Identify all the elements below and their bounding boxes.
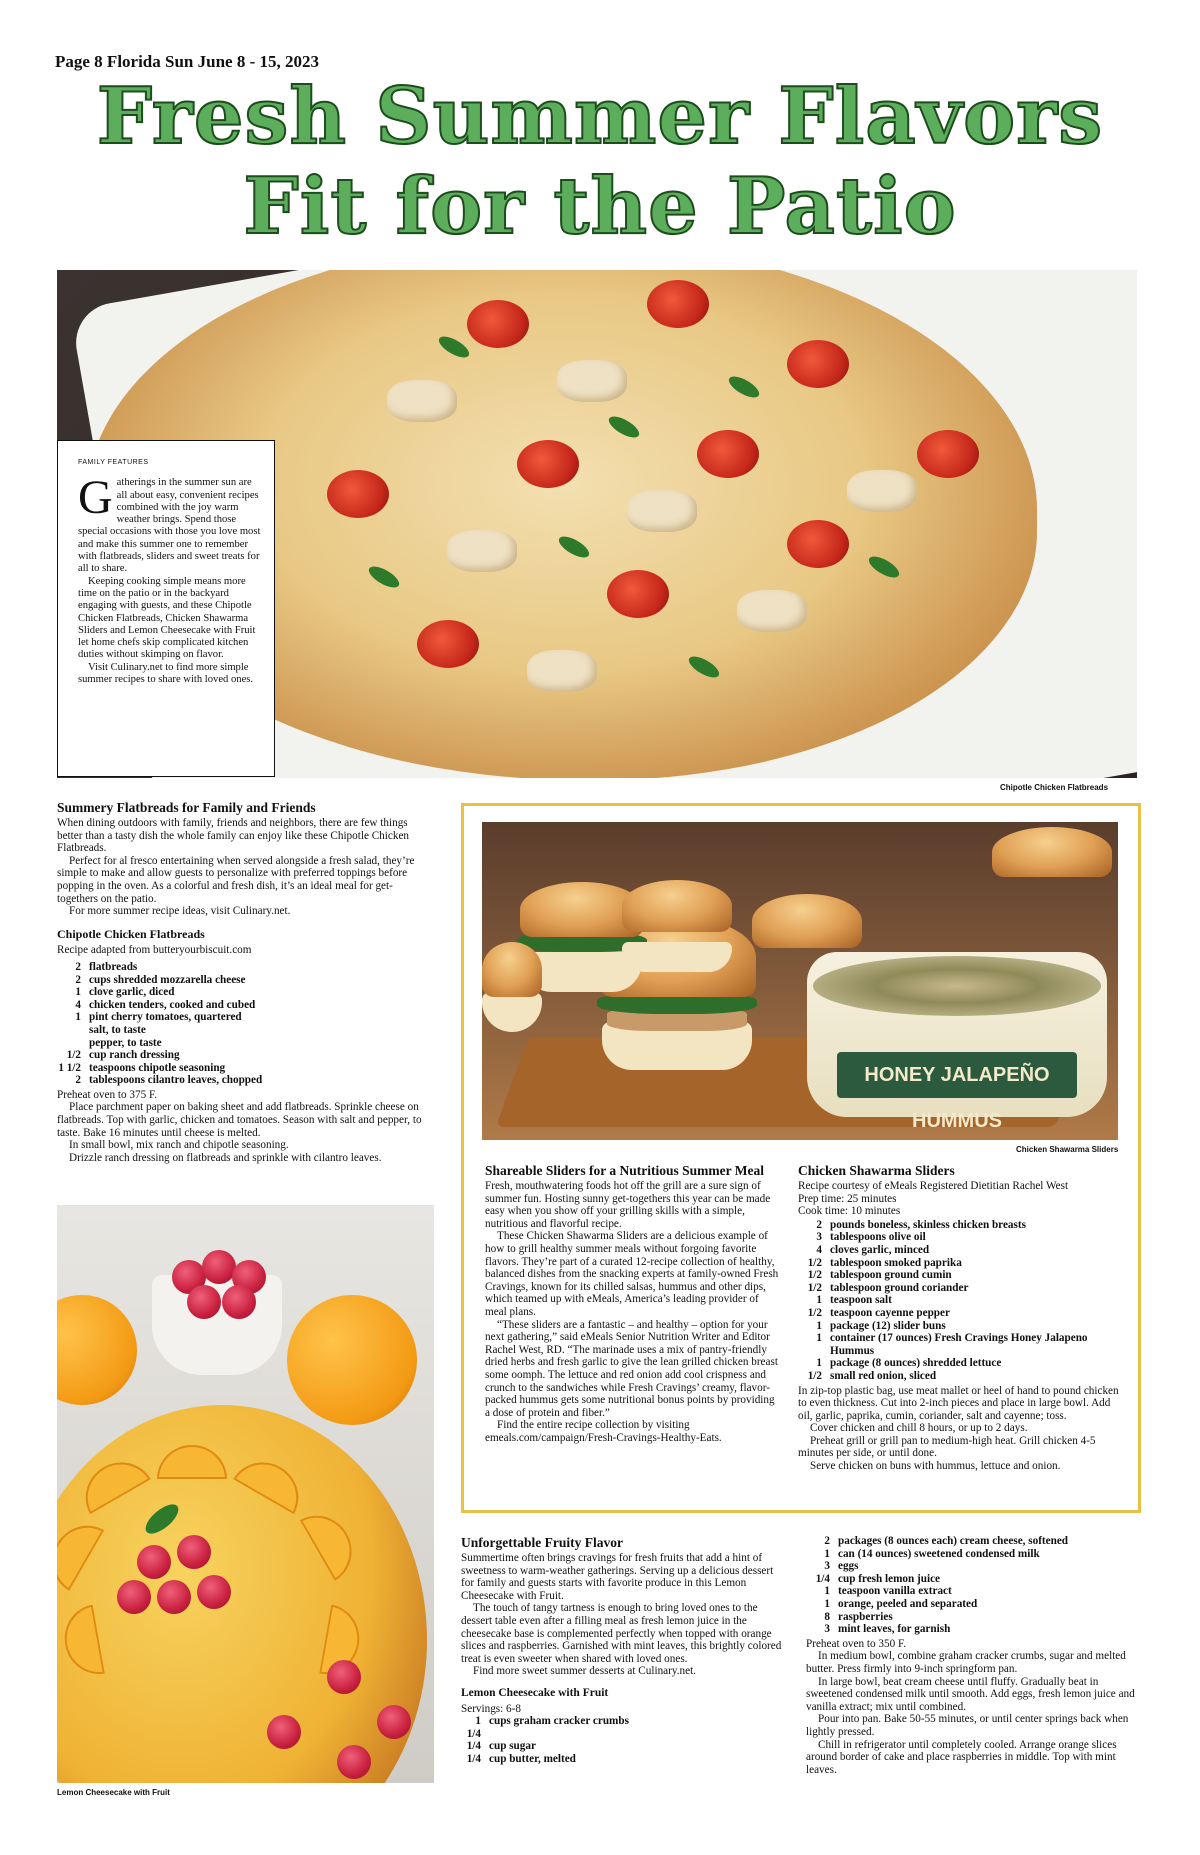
headline-line-1: Fresh Summer Flavors [96,71,1104,162]
ingredient-text: tablespoon ground cumin [830,1269,952,1282]
sliders-p3: “These sliders are a fantastic – and healthy – option for your next gathering,” said eMeals Senior Nutrition Writer and Editor Rachel West, RD. “The marinade uses a mix of pantry-friendly dried herbs and fresh garlic to give the lean grilled chicken breast some oomph. The lettuce and red onion add cool crispness and crunch to the sandwiches while Fresh Cravings’ creamy, flavor-packed hummus gets some nutritional bonus points by providing a dose of protein and fiber.” [485,1318,778,1419]
ingredient-row [798,1332,1122,1357]
ingredient-row [57,1011,429,1024]
ingredient-row [806,1573,1136,1586]
ingredient-quantity: 3 [824,1560,830,1573]
intro-paragraph-3: Visit Culinary.net to find more simple summer recipes to share with loved ones. [78,661,254,686]
shawarma-ingredients [798,1219,1122,1383]
headline-line-2: Fit for the Patio [243,161,957,252]
cheesecake-steps [806,1638,1136,1777]
flatbread-source: Recipe adapted from butteryourbiscuit.com [57,944,252,957]
ingredient-quantity: 1/2 [807,1369,822,1382]
ingredient-quantity: 4 [75,998,81,1011]
ingredient-row [57,1049,429,1062]
ingredient-text: tablespoon smoked paprika [830,1256,962,1269]
ingredient-quantity: 2 [75,960,81,973]
ingredient-quantity: 4 [816,1243,822,1256]
ingredient-row [57,1024,429,1037]
shawarma-source: Recipe courtesy of eMeals Registered Dietitian Rachel West [798,1180,1069,1192]
ingredient-text: cup fresh lemon juice [838,1572,941,1585]
ingredient-text: small red onion, sliced [830,1369,937,1382]
fruity-recipe-title: Lemon Cheesecake with Fruit [461,1686,609,1699]
recipe-step: In large bowl, beat cream cheese until fluffy. Gradually beat in sweetened condensed milk until smooth. Add eggs, fresh lemon juice and vanilla extract; mix until combined. [806,1675,1135,1713]
ingredient-quantity: 1/2 [807,1281,822,1294]
ingredient-text: tablespoons cilantro leaves, chopped [89,1074,263,1087]
recipe-step: In small bowl, mix ranch and chipotle seasoning. [69,1139,289,1152]
ingredient-quantity: 2 [816,1218,822,1231]
ingredient-text: can (14 ounces) sweetened condensed milk [838,1547,1040,1560]
ingredient-quantity: 1 [75,1011,81,1024]
ingredient-row [806,1598,1136,1611]
ingredient-text: teaspoon salt [830,1294,892,1307]
ingredient-text: cup ranch dressing [89,1049,180,1062]
ingredient-quantity: 3 [824,1623,830,1636]
ingredient-quantity: 2 [824,1535,830,1547]
ingredient-row [798,1219,1122,1232]
ingredient-text: cup butter, melted [489,1752,576,1765]
ingredient-text: packages (8 ounces each) cream cheese, softened [838,1535,1069,1547]
ingredient-quantity: 1 [824,1597,830,1610]
cheesecake-caption: Lemon Cheesecake with Fruit [57,1788,170,1797]
ingredient-row [798,1320,1122,1333]
ingredient-quantity: 1/2 [807,1306,822,1319]
ingredient-row [57,1074,429,1087]
ingredient-quantity: 1/4 [466,1740,481,1753]
recipe-step: Drizzle ranch dressing on flatbreads and sprinkle with cilantro leaves. [69,1151,382,1164]
ingredient-row [806,1548,1136,1561]
page-header: Page 8 Florida Sun June 8 - 15, 2023 [55,52,319,71]
fruity-p2: The touch of tangy tartness is enough to bring loved ones to the dessert table even after a filling meal as fresh lemon juice in the cheesecake base is complemented perfectly when topped with orange slices and raspberries. Garnished with mint leaves, this brightly colored treat is even sweeter when shared with loved ones. [461,1602,782,1665]
ingredient-row [798,1357,1122,1370]
ingredient-quantity: 1 [75,986,81,999]
flatbread-caption: Chipotle Chicken Flatbreads [1000,783,1109,792]
flatbread-steps [57,1089,429,1165]
ingredient-text: pounds boneless, skinless chicken breasts [830,1218,1026,1231]
ingredient-row [57,974,429,987]
shawarma-prep: Prep time: 25 minutes [798,1192,897,1205]
flatbread-recipe-title: Chipotle Chicken Flatbreads [57,926,205,941]
ingredient-text: package (8 ounces) shredded lettuce [830,1357,1002,1370]
hummus-label: HONEY JALAPEÑO HUMMUS [837,1052,1077,1098]
ingredient-row [57,1062,429,1075]
ingredient-quantity: 1 1/2 [58,1061,81,1074]
ingredient-row [798,1370,1122,1383]
ingredient-quantity: 8 [824,1610,830,1623]
ingredient-text: pint cherry tomatoes, quartered [89,1011,242,1024]
ingredient-quantity: 2 [75,1074,81,1087]
recipe-step: In medium bowl, combine graham cracker crumbs, sugar and melted butter. Press firmly into 9-inch springform pan. [806,1650,1126,1675]
flatbread-article [57,800,429,1164]
cheesecake-photo [57,1205,434,1783]
flatbread-p2: Perfect for al fresco entertaining when served alongside a fresh salad, they’re simple to make and allow guests to personalize with preferred toppings before popping in the oven. As a colorful and fresh dish, it’s an ideal meal for get-togethers on the patio. [57,854,415,905]
recipe-step: Chill in refrigerator until completely cooled. Arrange orange slices around border of cake and place raspberries in middle. Top with mint leaves. [806,1738,1117,1776]
ingredient-row [57,1037,429,1050]
ingredient-text: raspberries [838,1610,893,1623]
sliders-heading: Shareable Sliders for a Nutritious Summer Meal [485,1163,764,1178]
ingredient-quantity: 3 [816,1231,822,1244]
ingredient-text: package (12) slider buns [830,1319,946,1332]
drop-cap: G [78,471,113,525]
shawarma-recipe [798,1163,1122,1473]
ingredient-quantity [57,1037,89,1050]
flatbread-ingredients [57,961,429,1087]
flatbread-p3: For more summer recipe ideas, visit Culinary.net. [69,905,291,918]
recipe-step: Serve chicken on buns with hummus, lettuce and onion. [810,1460,1061,1473]
ingredient-row [806,1585,1136,1598]
ingredient-quantity: 1/2 [807,1269,822,1282]
ingredient-quantity: 1/4 [466,1752,481,1765]
ingredient-quantity: 1/2 [807,1256,822,1269]
fruity-article [461,1535,786,1766]
ingredient-text: teaspoons chipotle seasoning [89,1061,226,1074]
ingredient-row [798,1257,1122,1270]
flatbread-p1: When dining outdoors with family, friends and neighbors, there are few things better than a tasty dish the whole family can enjoy like these Chipotle Chicken Flatbreads. [57,817,410,855]
ingredient-row [798,1244,1122,1257]
ingredient-quantity: 1 [816,1319,822,1332]
sliders-p1: Fresh, mouthwatering foods hot off the grill are a sure sign of summer fun. Hosting sunny get-togethers this year can be made easy when you show off your grilling skills with a simple, nutritious and flavorful recipe. [485,1180,771,1230]
fruity-p1: Summertime often brings cravings for fresh fruits that add a hint of sweetness to warm-weather gatherings. Serving up a delicious dessert for family and guests starts with favorite produce in this Lemon Cheesecake with Fruit. [461,1552,774,1602]
ingredient-row [798,1231,1122,1244]
ingredient-quantity: 1 [816,1332,822,1345]
ingredient-quantity: 1 [816,1294,822,1307]
ingredient-row [806,1611,1136,1624]
ingredient-row [798,1269,1122,1282]
recipe-step: Cover chicken and chill 8 hours, or up to 2 days. [810,1422,1028,1435]
ingredient-quantity: 1 1/4 [466,1715,481,1740]
ingredient-row [57,986,429,999]
intro-kicker: FAMILY FEATURES [78,459,149,466]
flatbread-heading: Summery Flatbreads for Family and Friends [57,800,316,815]
fruity-servings: Servings: 6-8 [461,1702,521,1715]
sliders-caption: Chicken Shawarma Sliders [1016,1145,1119,1154]
recipe-step: In zip-top plastic bag, use meat mallet or heel of hand to pound chicken to even thickness. Cut into 2-inch pieces and place in large bowl. Add oil, garlic, paprika, cumin, coriander, salt and cayenne; toss. [798,1384,1119,1422]
recipe-step: Pour into pan. Bake 50-55 minutes, or until center springs back when lightly pressed. [806,1713,1129,1738]
recipe-step: Preheat oven to 350 F. [806,1637,907,1650]
ingredient-quantity: 2 [75,973,81,986]
cheesecake-recipe [806,1535,1136,1776]
ingredient-text: mint leaves, for garnish [838,1623,951,1636]
ingredient-text: container (17 ounces) Fresh Cravings Honey Jalapeno Hummus [830,1332,1088,1357]
ingredient-quantity: 1 [816,1357,822,1370]
sliders-p4: Find the entire recipe collection by visiting emeals.com/campaign/Fresh-Cravings-Healthy-Eats. [485,1419,722,1444]
ingredient-row [461,1740,786,1753]
ingredient-text: tablespoons olive oil [830,1231,926,1244]
ingredient-quantity: 1 [824,1585,830,1598]
ingredient-quantity: 1 [824,1547,830,1560]
ingredient-row [798,1307,1122,1320]
cheesecake-ingredients [806,1535,1136,1636]
shawarma-steps [798,1385,1122,1473]
sliders-photo [482,822,1118,1140]
recipe-step: Place parchment paper on baking sheet and add flatbreads. Sprinkle cheese on flatbreads. Top with garlic, chicken and tomatoes. Season with salt and pepper, to taste. Bake 16 minutes until cheese is melted. [57,1101,422,1139]
ingredient-row [57,961,429,974]
ingredient-text: eggs [838,1560,859,1573]
ingredient-row [806,1623,1136,1636]
intro-text-1: atherings in the summer sun are all about easy, convenient recipes combined with the joy warm weather brings. Spend those special occasions with those you love most and make this summer one to remember with flatbreads, sliders and sweet treats for all to share. [78,477,261,575]
ingredient-row [461,1715,786,1740]
ingredient-text: clove garlic, diced [89,986,175,999]
intro-paragraph-1 [78,471,262,575]
recipe-step: Preheat oven to 375 F. [57,1088,158,1101]
sliders-article [485,1163,780,1444]
ingredient-text: chicken tenders, cooked and cubed [89,998,256,1011]
ingredient-quantity [57,1024,89,1037]
sliders-p2: These Chicken Shawarma Sliders are a delicious example of how to grill healthy summer meals without forgoing favorite flavors. They’re part of a curated 12-recipe collection of healthy, balanced dishes from the snacking experts at family-owned Fresh Cravings, known for its chilled salsas, hummus and other dips, which teamed up with eMeals, America’s leading provider of meal plans. [485,1230,779,1318]
intro-paragraph-2: Keeping cooking simple means more time on the patio or in the backyard engaging with guests, and these Chipotle Chicken Flatbreads, Chicken Shawarma Sliders and Lemon Cheesecake with Fruit let home chefs skip complicated kitchen duties without skimping on flavor. [78,575,256,661]
ingredient-text: orange, peeled and separated [838,1597,978,1610]
ingredient-row [57,999,429,1012]
ingredient-text: cup sugar [489,1740,536,1753]
ingredient-quantity: 1/4 [815,1572,830,1585]
ingredient-text: tablespoon ground coriander [830,1281,969,1294]
crust-ingredients [461,1715,786,1765]
shawarma-cook: Cook time: 10 minutes [798,1205,901,1218]
ingredient-quantity: 1/2 [66,1049,81,1062]
recipe-step: Preheat grill or grill pan to medium-high heat. Grill chicken 4-5 minutes per side, or until done. [798,1434,1096,1460]
fruity-heading: Unforgettable Fruity Flavor [461,1535,623,1550]
ingredient-row [806,1560,1136,1573]
ingredient-text: teaspoon vanilla extract [838,1585,952,1598]
ingredient-text: flatbreads [89,960,138,973]
ingredient-text: pepper, to taste [89,1036,162,1049]
ingredient-row [806,1535,1136,1548]
ingredient-row [798,1282,1122,1295]
intro-box [57,440,275,777]
ingredient-text: salt, to taste [89,1023,146,1036]
ingredient-text: teaspoon cayenne pepper [830,1306,950,1319]
ingredient-row [461,1753,786,1766]
ingredient-text: cups graham cracker crumbs [489,1715,629,1728]
fruity-p3: Find more sweet summer desserts at Culinary.net. [473,1665,696,1678]
ingredient-text: cloves garlic, minced [830,1243,930,1256]
ingredient-row [798,1294,1122,1307]
shawarma-title: Chicken Shawarma Sliders [798,1163,955,1178]
ingredient-text: cups shredded mozzarella cheese [89,973,246,986]
